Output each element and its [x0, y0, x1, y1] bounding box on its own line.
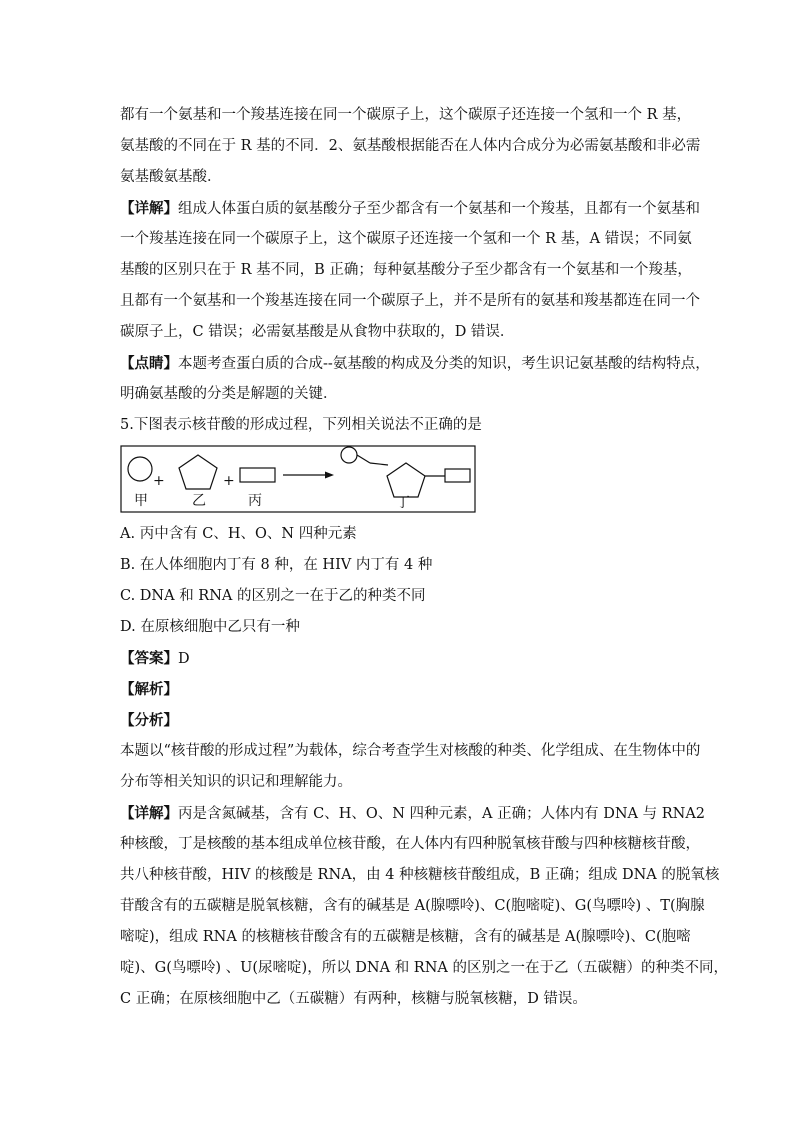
q5-stem: 5.下图表示核苷酸的形成过程，下列相关说法不正确的是	[120, 417, 482, 433]
q4-detail-line: 且都有一个氨基和一个羧基连接在同一个碳原子上，并不是所有的氨基和羧基都连在同一个	[120, 293, 700, 309]
nucleotide-phosphate	[341, 447, 357, 463]
detail-tag: 【详解】	[120, 200, 178, 217]
fenxi-line: 分布等相关知识的识记和理解能力。	[120, 774, 352, 790]
phosphate-bond	[357, 455, 370, 463]
label-jia: 甲	[134, 493, 148, 509]
sugar-bond	[370, 463, 388, 465]
q5-detail-line: 嘧啶)，组成 RNA 的核糖核苷酸含有的五碳糖是核糖，含有的碱基是 A(腺嘌呤)、C(胞嘧	[120, 929, 691, 945]
q4-detail-line	[120, 193, 700, 224]
q5-detail-line	[120, 798, 706, 829]
nucleotide-base	[445, 469, 470, 482]
option-a: A. 丙中含有 C、H、O、N 四种元素	[120, 526, 357, 542]
option-c: C. DNA 和 RNA 的区别之一在于乙的种类不同	[120, 588, 426, 604]
q5-detail-line: 种核酸，丁是核酸的基本组成单位核苷酸，在人体内有四种脱氧核苷酸与四种核糖核苷酸，	[120, 836, 700, 852]
intro-line: 氨基酸氨基酸．	[120, 169, 222, 185]
q4-detail-line: 碳原子上，C 错误；必需氨基酸是从食物中获取的，D 错误．	[120, 324, 515, 340]
plus-sign: +	[223, 473, 235, 489]
answer-value: D	[178, 651, 190, 667]
detail-tag: 【详解】	[120, 805, 178, 822]
q4-comment-line	[120, 348, 710, 379]
figure-frame	[121, 446, 475, 512]
option-b: B. 在人体细胞内丁有 8 种，在 HIV 内丁有 4 种	[120, 557, 433, 573]
comment-tag: 【点睛】	[120, 355, 178, 372]
answer-line	[120, 643, 680, 674]
pentose-pentagon	[179, 455, 217, 489]
comment-text: 本题考查蛋白质的合成--氨基酸的构成及分类的知识，考生识记氨基酸的结构特点，	[178, 356, 710, 372]
fenxi-line: 本题以“核苷酸的形成过程”为载体，综合考查学生对核酸的种类、化学组成、在生物体中的	[120, 743, 701, 759]
phosphate-circle	[128, 457, 152, 481]
nucleotide-formation-figure	[120, 445, 476, 513]
option-d: D. 在原核细胞中乙只有一种	[120, 619, 300, 635]
q5-detail-line: C 正确；在原核细胞中乙（五碳糖）有两种，核糖与脱氧核糖，D 错误。	[120, 991, 587, 1007]
intro-line: 氨基酸的不同在于 R 基的不同．2、氨基酸根据能否在人体内合成分为必需氨基酸和非必需	[120, 138, 701, 154]
reaction-arrow-head	[325, 472, 334, 479]
detail-text: 组成人体蛋白质的氨基酸分子至少都含有一个氨基和一个羧基，且都有一个氨基和	[178, 201, 700, 217]
fenxi-heading: 【分析】	[120, 712, 178, 729]
q4-comment-line: 明确氨基酸的分类是解题的关键．	[120, 386, 338, 402]
intro-line: 都有一个氨基和一个羧基连接在同一个碳原子上，这个碳原子还连接一个氢和一个 R 基，	[120, 107, 692, 123]
answer-tag: 【答案】	[120, 650, 178, 667]
q4-detail-line: 基酸的区别只在于 R 基不同，B 正确；每种氨基酸分子至少都含有一个氨基和一个羧基，	[120, 262, 692, 278]
nucleotide-diagram	[120, 445, 476, 513]
q5-detail-line: 苷酸含有的五碳糖是脱氧核糖，含有的碱基是 A(腺嘌呤)、C(胞嘧啶)、G(鸟嘌呤) 、T(胸腺	[120, 898, 705, 914]
label-bing: 丙	[248, 493, 262, 509]
analysis-heading: 【解析】	[120, 681, 178, 698]
label-ding: 丁	[396, 495, 410, 511]
nucleotide-pentose	[387, 463, 425, 497]
label-yi: 乙	[192, 493, 206, 509]
detail-text: 丙是含氮碱基，含有 C、H、O、N 四种元素，A 正确；人体内有 DNA 与 RNA2	[178, 806, 706, 822]
q5-detail-line: 啶)、G(鸟嘌呤) 、U(尿嘧啶)，所以 DNA 和 RNA 的区别之一在于乙（五碳糖）的种类不同，	[120, 960, 728, 976]
document-page	[120, 100, 728, 1015]
plus-sign: +	[153, 473, 165, 489]
q4-detail-line: 一个羧基连接在同一个碳原子上，这个碳原子还连接一个氢和一个 R 基，A 错误；不同氨	[120, 231, 692, 247]
base-rectangle	[240, 468, 275, 482]
q5-detail-line: 共八种核苷酸，HIV 的核酸是 RNA，由 4 种核糖核苷酸组成，B 正确；组成 DNA 的脱氧核	[120, 867, 720, 883]
